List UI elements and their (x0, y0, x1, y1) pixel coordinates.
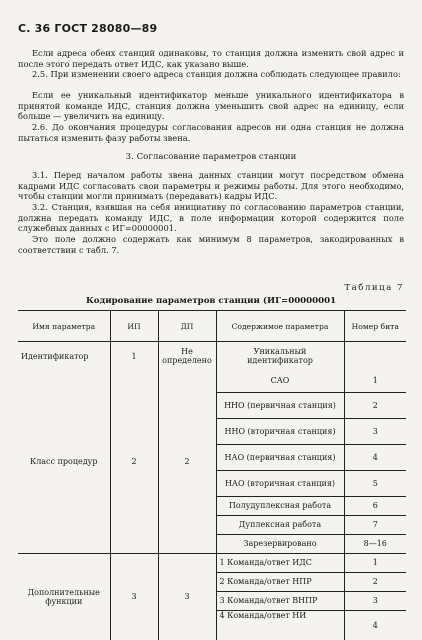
cell-bit: 2 (344, 392, 406, 418)
cell-bit (344, 342, 406, 371)
paragraph-4: 2.6. До окончания процедуры согласования адресов ни одна станция не должна пытаться изменить фазу работы звена. (18, 122, 404, 143)
cell-content: Дуплексная работа (216, 515, 344, 534)
cell-ip: 2 (110, 370, 158, 553)
col-bit: Номер бита (344, 311, 406, 342)
cell-ip: 1 (110, 342, 158, 371)
paragraph-1: Если адреса обеих станций одинаковы, то станция должна изменить свой адрес и после этого передать ответ ИДС, как указано выше. (18, 48, 404, 69)
section-paragraph-3: Это поле должно содержать как минимум 8 параметров, закодированных в соответствии с табл. 7. (18, 234, 404, 255)
cell-name: Идентификатор (21, 351, 89, 361)
col-content: Содержимое параметра (216, 311, 344, 342)
table-label: Таблица 7 (344, 283, 404, 293)
section-paragraph-2: 3.2. Станция, взявшая на себя инициативу по согласованию параметров станции, должна передать команду ИДС, в поле информации которой содержится поле служебных данных с ИГ=00000001. (18, 202, 404, 234)
cell-name: Класс процедур (30, 456, 98, 466)
cell-bit: 6 (344, 496, 406, 515)
cell-content: НАО (вторичная станция) (216, 470, 344, 496)
cell-bit: 4 (344, 610, 406, 640)
table-row (18, 342, 406, 371)
cell-content: 2 Команда/ответ НПР (216, 572, 344, 591)
cell-bit: 2 (344, 572, 406, 591)
cell-content: ННО (вторичная станция) (216, 418, 344, 444)
cell-bit: 3 (344, 591, 406, 610)
cell-content: НАО (первичная станция) (216, 444, 344, 470)
cell-bit: 1 (344, 553, 406, 572)
cell-content: 4 Команда/ответ НИ (216, 610, 344, 640)
parameters-table (18, 310, 406, 640)
table-title: Кодирование параметров станции (ИГ=00000001 (85, 296, 337, 306)
col-dp: ДП (158, 311, 216, 342)
col-ip: ИП (110, 311, 158, 342)
cell-bit: 5 (344, 470, 406, 496)
paragraph-2: 2.5. При изменении своего адреса станция должна соблюдать следующее правило: (32, 69, 401, 79)
cell-content: 1 Команда/ответ ИДС (216, 553, 344, 572)
cell-dp: Не определено (158, 342, 216, 371)
cell-content: САО (216, 370, 344, 392)
page-header: С. 36 ГОСТ 28080—89 (18, 22, 158, 35)
cell-bit: 4 (344, 444, 406, 470)
section-paragraph-1: 3.1. Перед началом работы звена данных станции могут посредством обмена кадрами ИДС согласовать свои параметры и режимы работы. Для этого необходимо, чтобы станции могли принимать (передавать) кадры ИДС. (18, 170, 404, 202)
table-row (18, 553, 406, 572)
cell-content: Зарезервировано (216, 534, 344, 553)
cell-content: Полудуплексная работа (216, 496, 344, 515)
cell-dp: 3 (158, 553, 216, 640)
col-name: Имя параметра (18, 311, 110, 342)
paragraph-3: Если ее уникальный идентификатор меньше уникального идентификатора в принятой команде ИДС, станция должна уменьшить свой адрес на единицу, если больше — увеличить на единицу. (18, 90, 404, 122)
cell-ip: 3 (110, 553, 158, 640)
table-row (18, 370, 406, 392)
cell-bit: 8—16 (344, 534, 406, 553)
table-header-row (18, 311, 406, 342)
cell-content: ННО (первичная станция) (216, 392, 344, 418)
cell-bit: 7 (344, 515, 406, 534)
section-title: 3. Согласование параметров станции (125, 152, 297, 162)
cell-bit: 3 (344, 418, 406, 444)
cell-dp: 2 (158, 370, 216, 553)
cell-content: Уникальный идентификатор (216, 342, 344, 371)
cell-content: 3 Команда/ответ ВНПР (216, 591, 344, 610)
cell-bit: 1 (344, 370, 406, 392)
cell-name: Дополнительные функции (18, 553, 110, 640)
